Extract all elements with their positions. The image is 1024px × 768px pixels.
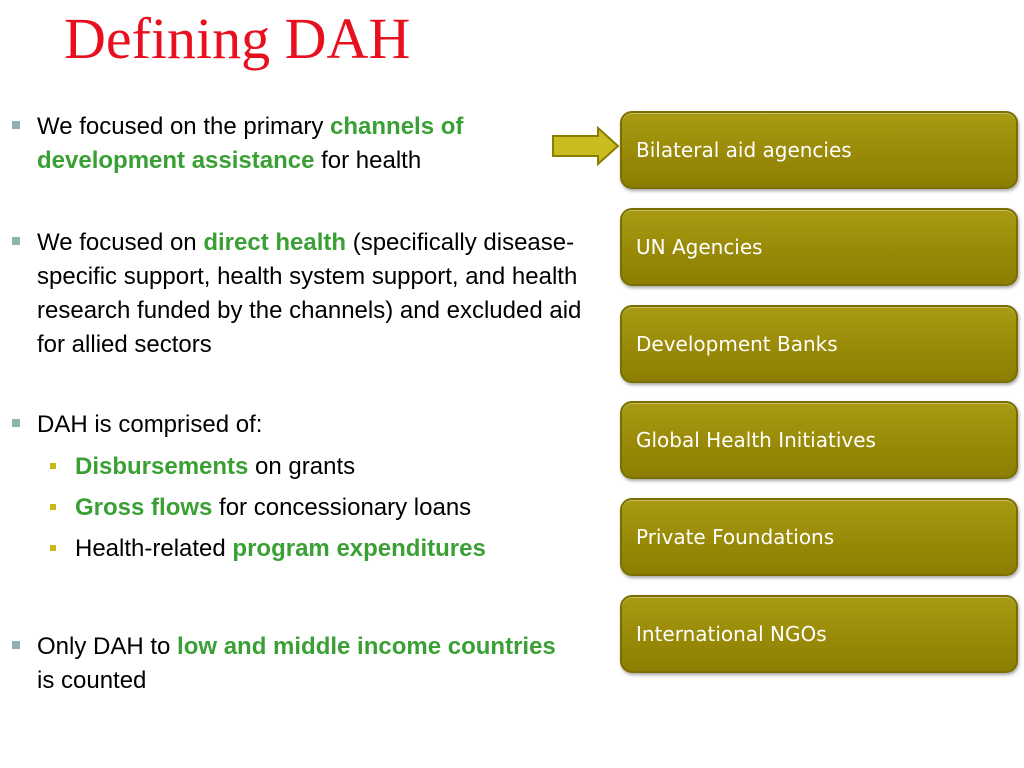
bullet-text-pre: Only DAH to [37,633,178,660]
bullet-text [37,110,612,178]
bullet-highlight: direct health [203,229,347,256]
bullet-marker-icon [12,237,20,245]
channel-label: UN Agencies [636,235,763,259]
bullet-text: DAH is comprised of: [37,411,263,438]
channel-label: Private Foundations [636,525,835,549]
sub-bullet-text [75,532,615,566]
sub-bullet-marker-icon [50,545,56,551]
channel-box-bilateral [620,111,1018,189]
sub-bullet-text [75,450,615,484]
channel-label: Global Health Initiatives [636,428,876,452]
channel-box-un-agencies [620,208,1018,286]
sub-bullet-highlight: Disbursements [75,453,249,480]
sub-bullet-pre: Health-related [75,535,233,562]
bullet-text-post: (specifically disease-specific support, health system support, and health research funded by the channels) and excluded aid for allied sectors [37,229,582,358]
bullet-marker-icon [12,641,20,649]
bullet-text-post: for health [314,147,422,174]
sub-bullet-post: for concessionary loans [212,494,472,521]
channel-label: Bilateral aid agencies [636,138,852,162]
channel-label: Development Banks [636,332,838,356]
bullet-text-post: is counted [37,667,147,694]
bullet-marker-icon [12,121,20,129]
channel-label: International NGOs [636,622,827,646]
bullet-text [37,226,612,362]
bullet-highlight: low and middle income countries [177,633,556,660]
sub-bullet-highlight: program expenditures [232,535,486,562]
sub-bullet-marker-icon [50,504,56,510]
channel-box-global-health [620,401,1018,479]
bullet-highlight: channels of development assistance [37,113,464,174]
channel-box-private-foundations [620,498,1018,576]
right-arrow-icon [552,126,620,166]
sub-bullet-text [75,491,615,525]
sub-bullet-highlight: Gross flows [75,494,213,521]
bullet-text-pre: We focused on the primary [37,113,331,140]
bullet-text [37,630,557,698]
sub-bullet-post: on grants [248,453,356,480]
bullet-marker-icon [12,419,20,427]
channel-box-international-ngos [620,595,1018,673]
channel-box-development-banks [620,305,1018,383]
bullet-text-pre: We focused on [37,229,204,256]
sub-bullet-marker-icon [50,463,56,469]
slide-title: Defining DAH [64,6,411,71]
